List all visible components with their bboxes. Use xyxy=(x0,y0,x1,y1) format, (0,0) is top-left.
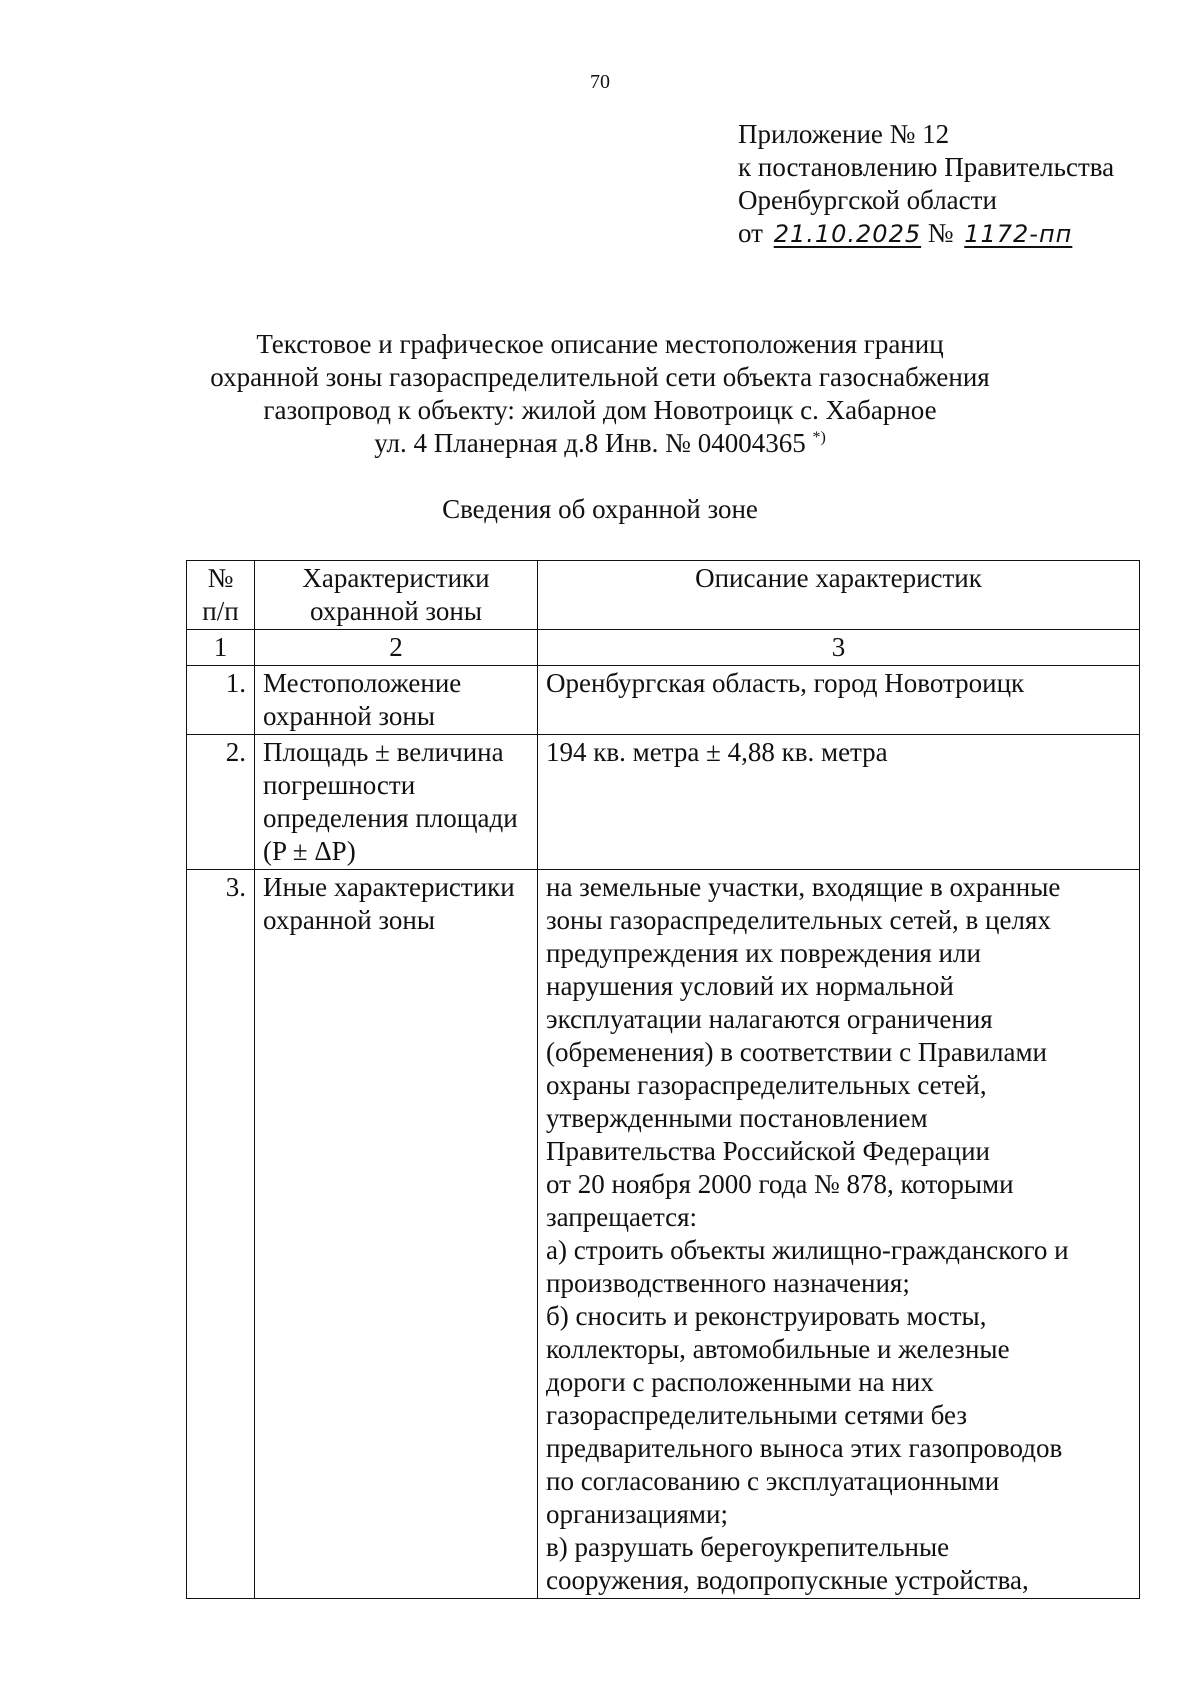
appendix-no: № xyxy=(927,218,954,248)
handwritten-number: 1172-пп xyxy=(964,220,1073,248)
table-row xyxy=(187,870,1140,1599)
header-characteristics: Характеристики охранной зоны xyxy=(255,561,538,630)
header-description: Описание характеристик xyxy=(538,561,1140,630)
row-description: 194 кв. метра ± 4,88 кв. метра xyxy=(538,735,1140,870)
appendix-line-1: Приложение № 12 xyxy=(738,119,950,149)
index-cell: 2 xyxy=(255,630,538,666)
appendix-line-3: Оренбургской области xyxy=(738,185,997,215)
row-number: 3. xyxy=(187,870,255,1599)
appendix-ot: от xyxy=(738,218,763,248)
appendix-line-2: к постановлению Правительства xyxy=(738,152,1115,182)
row-number: 2. xyxy=(187,735,255,870)
appendix-block xyxy=(738,118,1114,251)
index-cell: 3 xyxy=(538,630,1140,666)
table-index-row xyxy=(187,630,1140,666)
header-number: № п/п xyxy=(187,561,255,630)
document-title xyxy=(150,328,1050,460)
table-row xyxy=(187,666,1140,735)
page-number: 70 xyxy=(590,71,610,93)
table-row xyxy=(187,735,1140,870)
title-line-4 xyxy=(150,427,1050,460)
row-characteristic: Площадь ± величина погрешности определения площади (P ± ΔP) xyxy=(255,735,538,870)
row-description: Оренбургская область, город Новотроицк xyxy=(538,666,1140,735)
row-description: на земельные участки, входящие в охранные зоны газораспределительных сетей, в целях предупреждения их повреждения или нарушения условий их нормальной эксплуатации налагаются ограничения (обременения) в соответствии с Правилами охраны газораспределительных сетей, утвержденными постановлением Правительства Российской Федерации от 20 ноября 2000 года № 878, которыми запрещается: а) строить объекты жилищно-гражданского и производственного назначения; б) сносить и реконструировать мосты, коллекторы, автомобильные и железные дороги с расположенными на них газораспределительными сетями без предварительного выноса этих газопроводов по согласованию с эксплуатационными организациями; в) разрушать берегоукрепительные сооружения, водопропускные устройства, xyxy=(538,870,1140,1599)
handwritten-date: 21.10.2025 xyxy=(773,220,922,248)
index-cell: 1 xyxy=(187,630,255,666)
appendix-line-4 xyxy=(738,217,1114,251)
title-line-1: Текстовое и графическое описание местоположения границ xyxy=(256,329,944,359)
title-line-3: газопровод к объекту: жилой дом Новотроицк с. Хабарное xyxy=(263,395,937,425)
row-number: 1. xyxy=(187,666,255,735)
row-characteristic: Местоположение охранной зоны xyxy=(255,666,538,735)
footnote-mark: *) xyxy=(812,429,826,446)
row-characteristic: Иные характеристики охранной зоны xyxy=(255,870,538,1599)
title-line-4-text: ул. 4 Планерная д.8 Инв. № 04004365 xyxy=(374,428,806,458)
title-line-2: охранной зоны газораспределительной сети объекта газоснабжения xyxy=(210,362,990,392)
table-header-row xyxy=(187,561,1140,630)
protection-zone-table xyxy=(186,560,1140,1599)
section-title: Сведения об охранной зоне xyxy=(442,494,758,524)
